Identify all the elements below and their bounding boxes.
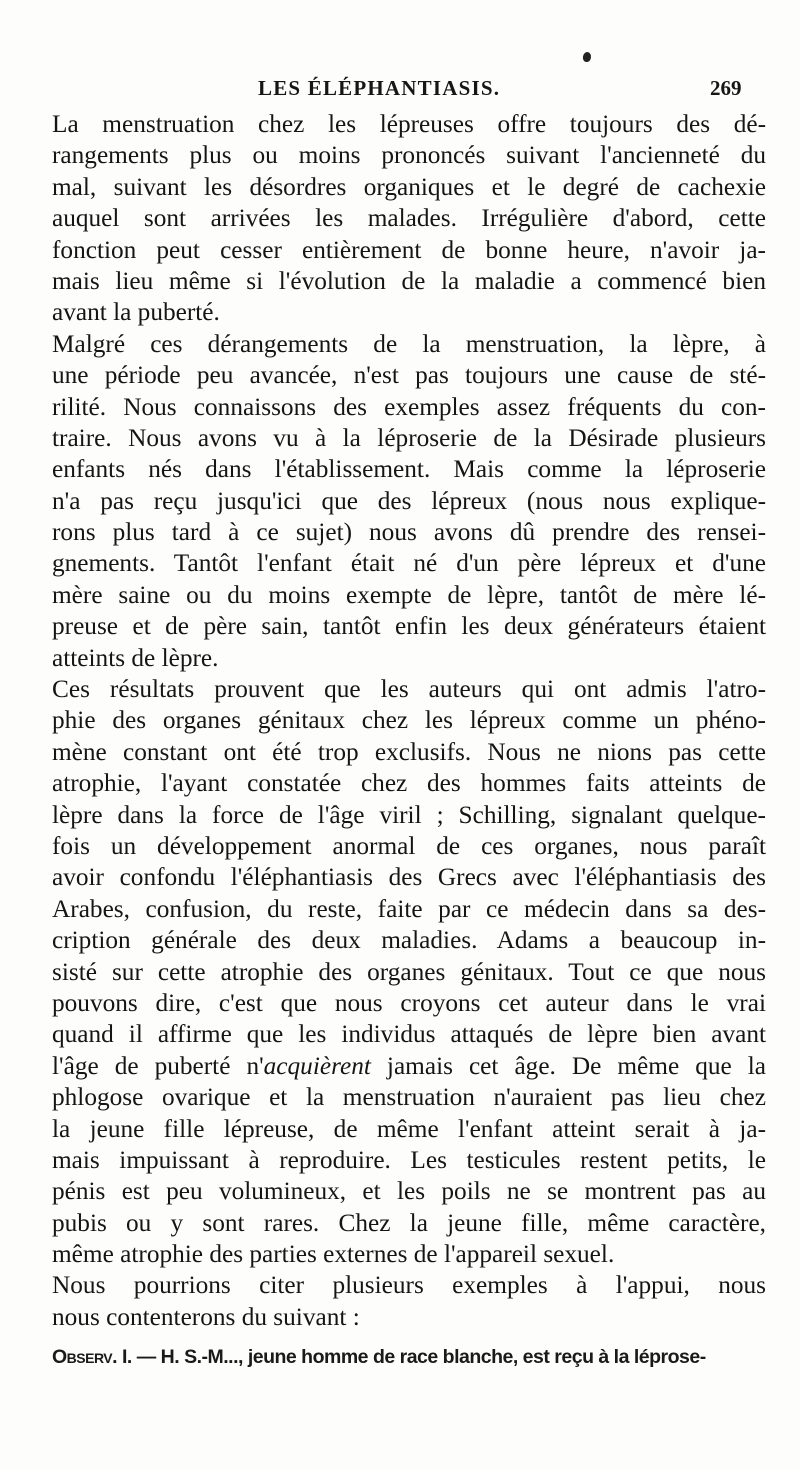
text-line: n'a pas reçu jusqu'ici que des lépreux (nous nous explique- (52, 486, 766, 515)
text-line: rons plus tard à ce sujet) nous avons dû prendre des rensei- (52, 518, 766, 547)
text-line: lèpre dans la force de l'âge viril ; Schilling, signalant quelque- (52, 800, 766, 829)
observation-label: Observ. (52, 1346, 118, 1368)
text-line-with-italic (52, 1051, 766, 1082)
running-head (0, 76, 800, 106)
text-line: mais impuissant à reproduire. Les testicules restent petits, le (52, 1145, 766, 1174)
text-line: Ces résultats prouvent que les auteurs qui ont admis l'atro- (52, 675, 766, 704)
observation-text: I. — H. S.-M..., jeune homme de race blanche, est reçu à la léprose- (117, 1346, 706, 1368)
text-line: phie des organes génitaux chez les lépreux comme un phéno- (52, 706, 766, 735)
ink-dot-mark (582, 51, 592, 62)
text-line: mais lieu même si l'évolution de la maladie a commencé bien (52, 266, 766, 295)
text-line: traire. Nous avons vu à la léproserie de la Désirade plusieurs (52, 423, 766, 452)
text-line: Arabes, confusion, du reste, faite par ce médecin dans sa des- (52, 894, 766, 923)
text-line: pubis ou y sont rares. Chez la jeune fille, même caractère, (52, 1208, 766, 1237)
running-title: LES ÉLÉPHANTIASIS. (258, 76, 501, 100)
text-line: sisté sur cette atrophie des organes génitaux. Tout ce que nous (52, 957, 766, 986)
text-line: une période peu avancée, n'est pas toujours une cause de sté- (52, 361, 766, 390)
text-line: même atrophie des parties externes de l'appareil sexuel. (52, 1240, 615, 1269)
text-line: mal, suivant les désordres organiques et le degré de cachexie (52, 172, 766, 201)
text-line: Malgré ces dérangements de la menstruation, la lèpre, à (52, 329, 766, 358)
page-number: 269 (710, 76, 742, 100)
text-line: Nous pourrions citer plusieurs exemples à l'appui, nous (52, 1271, 766, 1300)
text-line: pouvons dire, c'est que nous croyons cet auteur dans le vrai (52, 988, 766, 1017)
text-line: fonction peut cesser entièrement de bonne heure, n'avoir ja- (52, 235, 766, 264)
text-line: phlogose ovarique et la menstruation n'auraient pas lieu chez (52, 1083, 766, 1112)
text-line: la jeune fille lépreuse, de même l'enfant atteint serait à ja- (52, 1114, 766, 1143)
text-line: gnements. Tantôt l'enfant était né d'un père lépreux et d'une (52, 549, 766, 578)
text-line: rangements plus ou moins prononcés suivant l'ancienneté du (52, 141, 766, 170)
text-line: atrophie, l'ayant constatée chez des hommes faits atteints de (52, 769, 766, 798)
text-fragment: jamais cet âge. De même que la (370, 1051, 766, 1080)
text-fragment: l'âge de puberté n' (52, 1051, 264, 1080)
text-line: rilité. Nous connaissons des exemples assez fréquents du con- (52, 392, 766, 421)
observation-heading (52, 1346, 766, 1369)
text-line: La menstruation chez les lépreuses offre toujours des dé- (52, 110, 766, 138)
text-line: fois un développement anormal de ces organes, nous paraît (52, 831, 766, 860)
italic-word: acquièrent (263, 1051, 371, 1080)
text-line: avant la puberté. (52, 298, 220, 327)
text-line: quand il affirme que les individus attaqués de lèpre bien avant (52, 1020, 766, 1049)
text-line: preuse et de père sain, tantôt enfin les deux générateurs étaient (52, 612, 766, 641)
text-line: avoir confondu l'éléphantiasis des Grecs avec l'éléphantiasis des (52, 863, 766, 892)
text-line: nous contenterons du suivant : (52, 1302, 360, 1331)
text-line: cription générale des deux maladies. Adams a beaucoup in- (52, 926, 766, 955)
text-line: atteints de lèpre. (52, 643, 219, 672)
text-line: mère saine ou du moins exempte de lèpre, tantôt de mère lé- (52, 580, 766, 609)
text-line: auquel sont arrivées les malades. Irrégulière d'abord, cette (52, 204, 766, 233)
text-line: enfants nés dans l'établissement. Mais comme la léproserie (52, 455, 766, 484)
body-text (52, 109, 766, 1333)
text-line: mène constant ont été trop exclusifs. Nous ne nions pas cette (52, 737, 766, 766)
text-line: pénis est peu volumineux, et les poils ne se montrent pas au (52, 1177, 766, 1206)
